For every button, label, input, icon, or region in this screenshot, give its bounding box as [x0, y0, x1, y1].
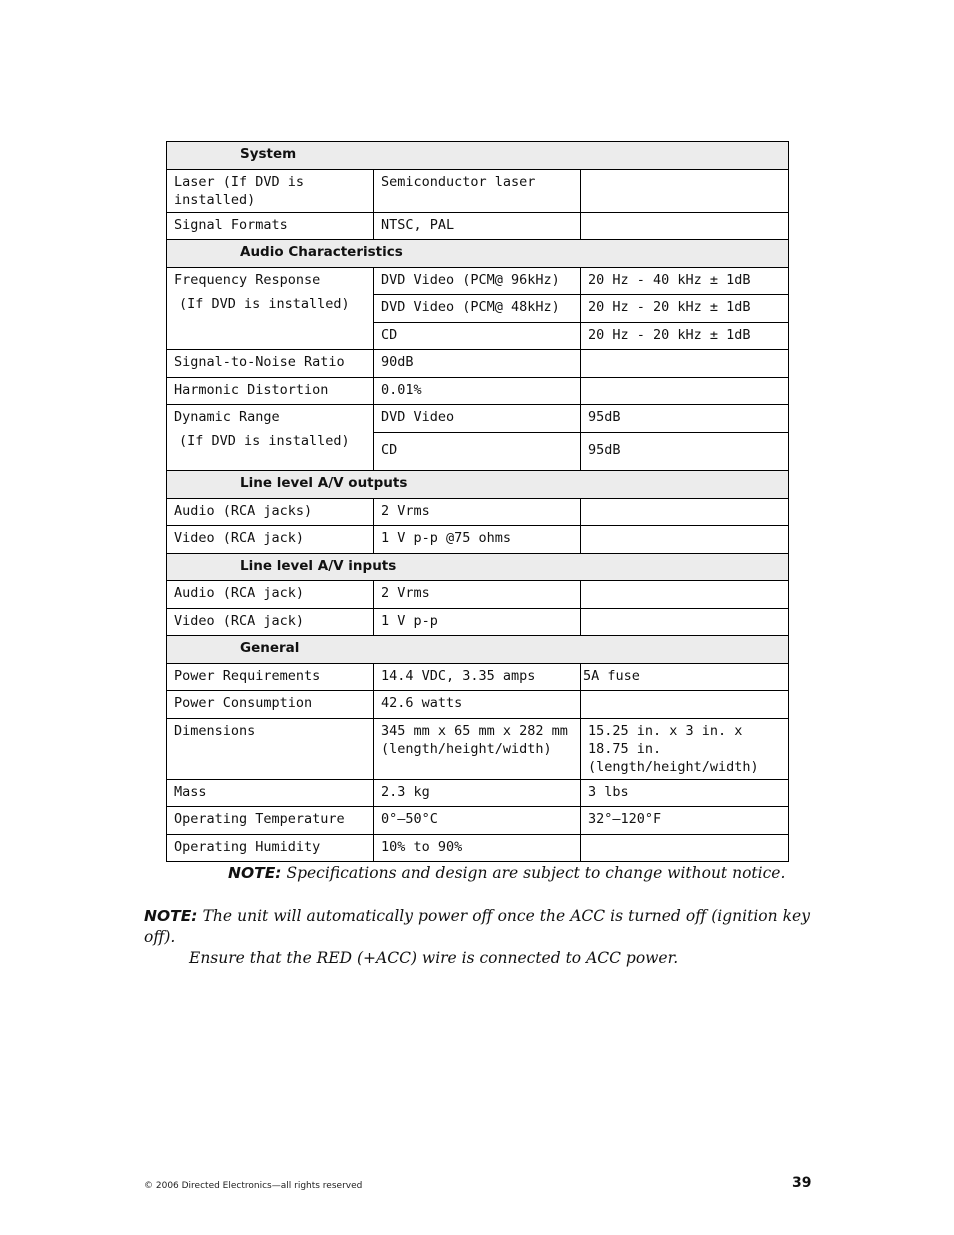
spec-value-alt: [581, 170, 789, 213]
spec-value: 1 V p-p @75 ohms: [374, 526, 581, 554]
spec-value-alt: [581, 526, 789, 554]
table-row: [167, 268, 789, 295]
spec-value-alt: 20 Hz - 20 kHz ± 1dB: [581, 295, 789, 323]
spec-label: Dimensions: [167, 719, 374, 780]
section-header-audio: Audio Characteristics: [167, 240, 789, 268]
spec-value: CD: [374, 323, 581, 350]
section-header-row: [167, 554, 789, 581]
table-row: [167, 405, 789, 433]
note-label: NOTE:: [144, 907, 198, 925]
section-header-row: [167, 636, 789, 664]
table-row: [167, 499, 789, 526]
table-row: [167, 581, 789, 609]
table-row: [167, 835, 789, 862]
spec-label: Signal Formats: [167, 213, 374, 240]
table-row: [167, 350, 789, 378]
page-number: 39: [792, 1175, 812, 1191]
spec-label: Laser (If DVD is installed): [167, 170, 374, 213]
section-header-inputs: Line level A/V inputs: [167, 554, 789, 581]
spec-value-alt: [581, 213, 789, 240]
note-text-continued: Ensure that the RED (+ACC) wire is connected to ACC power.: [189, 949, 679, 967]
spec-value: 345 mm x 65 mm x 282 mm (length/height/width): [374, 719, 581, 780]
table-row: [167, 807, 789, 835]
spec-value-alt: 5A fuse: [581, 664, 789, 691]
table-row: [167, 691, 789, 719]
specifications-table: [166, 141, 789, 862]
spec-value: 0°–50°C: [374, 807, 581, 835]
spec-label: Audio (RCA jack): [167, 581, 374, 609]
spec-value: 90dB: [374, 350, 581, 378]
spec-value: 0.01%: [374, 378, 581, 405]
note-acc-power: [144, 906, 810, 969]
spec-value: 2.3 kg: [374, 780, 581, 807]
note-label: NOTE:: [228, 864, 282, 882]
spec-label: Video (RCA jack): [167, 609, 374, 636]
table-row: [167, 719, 789, 780]
spec-value: CD: [374, 433, 581, 471]
spec-label: Harmonic Distortion: [167, 378, 374, 405]
spec-label: Signal-to-Noise Ratio: [167, 350, 374, 378]
table-row: [167, 378, 789, 405]
spec-value: 14.4 VDC, 3.35 amps: [374, 664, 581, 691]
spec-value-alt: [581, 350, 789, 378]
spec-label: Power Consumption: [167, 691, 374, 719]
section-header-system: System: [167, 142, 789, 170]
spec-value: Semiconductor laser: [374, 170, 581, 213]
spec-value: 2 Vrms: [374, 499, 581, 526]
spec-label-frequency-response: [167, 268, 374, 350]
spec-value-alt: [581, 609, 789, 636]
note-spec-change: [228, 863, 828, 884]
spec-value: 1 V p-p: [374, 609, 581, 636]
spec-value-alt: 32°–120°F: [581, 807, 789, 835]
spec-label: Power Requirements: [167, 664, 374, 691]
spec-value: NTSC, PAL: [374, 213, 581, 240]
spec-value-alt: [581, 835, 789, 862]
section-header-row: [167, 240, 789, 268]
spec-label: Video (RCA jack): [167, 526, 374, 554]
spec-value-alt: 3 lbs: [581, 780, 789, 807]
spec-value-alt: 95dB: [581, 433, 789, 471]
spec-value-alt: [581, 691, 789, 719]
spec-label: Dynamic Range: [174, 409, 280, 425]
section-header-row: [167, 142, 789, 170]
table-row: [167, 609, 789, 636]
spec-label: Operating Temperature: [167, 807, 374, 835]
spec-value: DVD Video: [374, 405, 581, 433]
spec-value-alt: 20 Hz - 20 kHz ± 1dB: [581, 323, 789, 350]
copyright-footer: © 2006 Directed Electronics—all rights reserved: [144, 1181, 363, 1191]
spec-value-alt: [581, 581, 789, 609]
table-row: [167, 780, 789, 807]
spec-label: Frequency Response: [174, 272, 321, 288]
note-text: Specifications and design are subject to change without notice.: [286, 864, 786, 882]
spec-label: Operating Humidity: [167, 835, 374, 862]
spec-value: 42.6 watts: [374, 691, 581, 719]
table-row: [167, 170, 789, 213]
spec-value-alt: 20 Hz - 40 kHz ± 1dB: [581, 268, 789, 295]
section-header-outputs: Line level A/V outputs: [167, 471, 789, 499]
spec-sublabel: (If DVD is installed): [179, 433, 350, 449]
spec-value-alt: 15.25 in. x 3 in. x 18.75 in. (length/height/width): [581, 719, 789, 780]
spec-value: DVD Video (PCM@ 48kHz): [374, 295, 581, 323]
spec-value: DVD Video (PCM@ 96kHz): [374, 268, 581, 295]
spec-value: 2 Vrms: [374, 581, 581, 609]
spec-label-dynamic-range: [167, 405, 374, 471]
table-row: [167, 526, 789, 554]
spec-label: Audio (RCA jacks): [167, 499, 374, 526]
table-row: [167, 664, 789, 691]
spec-value-alt: [581, 378, 789, 405]
table-row: [167, 213, 789, 240]
section-header-row: [167, 471, 789, 499]
spec-value-alt: [581, 499, 789, 526]
spec-sublabel: (If DVD is installed): [179, 296, 350, 312]
section-header-general: General: [167, 636, 789, 664]
spec-label: Mass: [167, 780, 374, 807]
spec-value: 10% to 90%: [374, 835, 581, 862]
spec-value-alt: 95dB: [581, 405, 789, 433]
note-text: The unit will automatically power off once the ACC is turned off (ignition key off).: [144, 907, 810, 946]
